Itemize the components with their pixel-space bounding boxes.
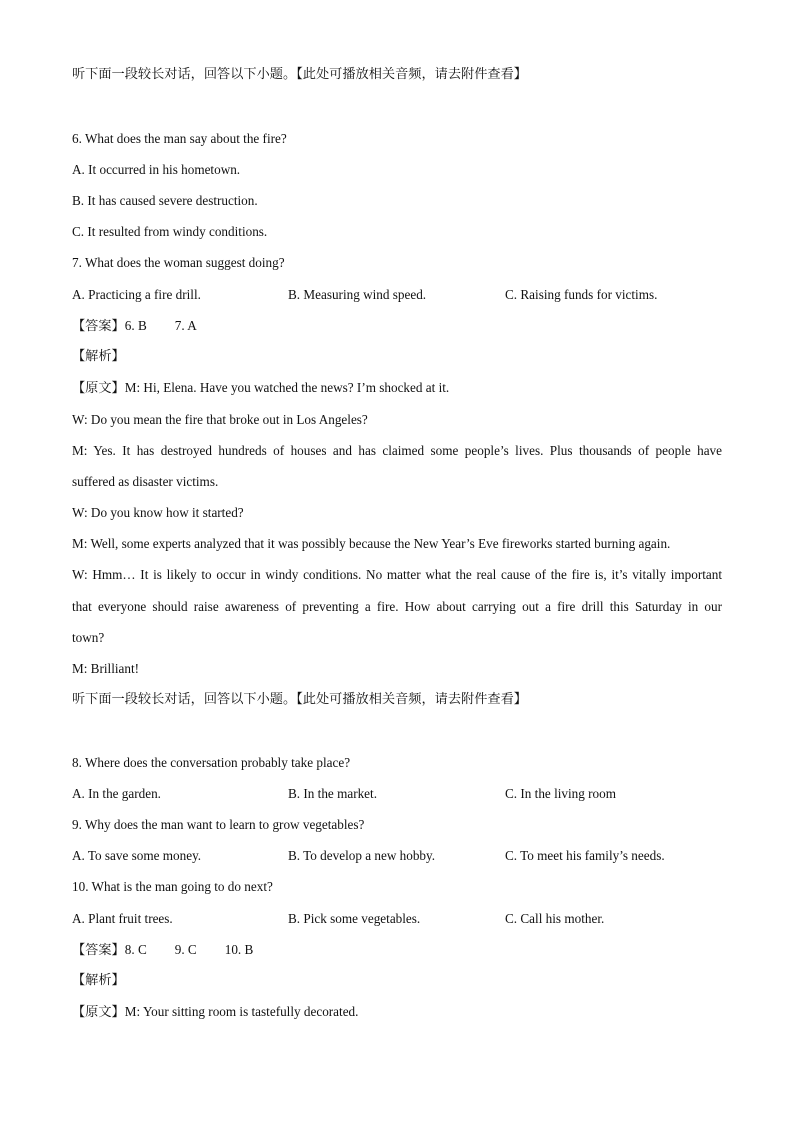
analysis-tag: 【解析】 (72, 973, 125, 988)
answer-9: 9. C (174, 942, 197, 957)
transcript-line: suffered as disaster victims. (72, 474, 219, 489)
option-7a: A. Practicing a fire drill. (72, 287, 201, 302)
answer-7: 7. A (174, 318, 197, 333)
question-9: 9. Why does the man want to learn to grow vegetables? (72, 817, 365, 832)
transcript-text: M: Your sitting room is tastefully decorated. (124, 1004, 359, 1019)
answer-6: 6. B (124, 318, 147, 333)
answer-tag: 【答案】 (72, 943, 125, 958)
option-7c: C. Raising funds for victims. (505, 287, 658, 302)
answer-8: 8. C (124, 942, 147, 957)
transcript-line: M: Brilliant! (72, 661, 140, 676)
option-9b: B. To develop a new hobby. (288, 848, 436, 863)
option-9a: A. To save some money. (72, 848, 202, 863)
answer-tag: 【答案】 (72, 319, 125, 334)
transcript-line (72, 380, 449, 397)
option-6a: A. It occurred in his hometown. (72, 162, 241, 177)
option-10c: C. Call his mother. (505, 911, 605, 926)
question-6: 6. What does the man say about the fire? (72, 131, 287, 146)
answer-line (72, 318, 197, 335)
option-6b: B. It has caused severe destruction. (72, 193, 258, 208)
transcript-tag: 【原文】 (72, 381, 125, 396)
transcript-line: that everyone should raise awareness of preventing a fire. How about carrying out a fire drill this Saturday in our (72, 599, 722, 614)
answer-10: 10. B (224, 942, 254, 957)
transcript-line: W: Do you know how it started? (72, 505, 244, 520)
transcript-line: W: Do you mean the fire that broke out in Los Angeles? (72, 412, 368, 427)
transcript-line: town? (72, 630, 105, 645)
option-9c: C. To meet his family’s needs. (505, 848, 665, 863)
option-10b: B. Pick some vegetables. (288, 911, 421, 926)
transcript-line: M: Well, some experts analyzed that it was possibly because the New Year’s Eve fireworks started burning again. (72, 536, 671, 551)
analysis-tag: 【解析】 (72, 349, 125, 364)
listening-instruction: 听下面一段较长对话，回答以下小题。【此处可播放相关音频，请去附件查看】 (72, 692, 527, 707)
option-10a: A. Plant fruit trees. (72, 911, 173, 926)
question-10: 10. What is the man going to do next? (72, 879, 273, 894)
option-8b: B. In the market. (288, 786, 377, 801)
listening-instruction: 听下面一段较长对话，回答以下小题。【此处可播放相关音频，请去附件查看】 (72, 67, 527, 82)
question-7: 7. What does the woman suggest doing? (72, 255, 285, 270)
transcript-line: M: Yes. It has destroyed hundreds of houses and has claimed some people’s lives. Plus thousands of people have (72, 443, 722, 458)
answer-line (72, 942, 253, 959)
transcript-line (72, 1004, 358, 1021)
option-7b: B. Measuring wind speed. (288, 287, 427, 302)
option-8a: A. In the garden. (72, 786, 161, 801)
option-8c: C. In the living room (505, 786, 616, 801)
transcript-line: W: Hmm… It is likely to occur in windy conditions. No matter what the real cause of the fire is, it’s vitally important (72, 567, 722, 582)
option-6c: C. It resulted from windy conditions. (72, 224, 268, 239)
transcript-text: M: Hi, Elena. Have you watched the news? I’m shocked at it. (124, 380, 450, 395)
question-8: 8. Where does the conversation probably take place? (72, 755, 351, 770)
transcript-tag: 【原文】 (72, 1005, 125, 1020)
